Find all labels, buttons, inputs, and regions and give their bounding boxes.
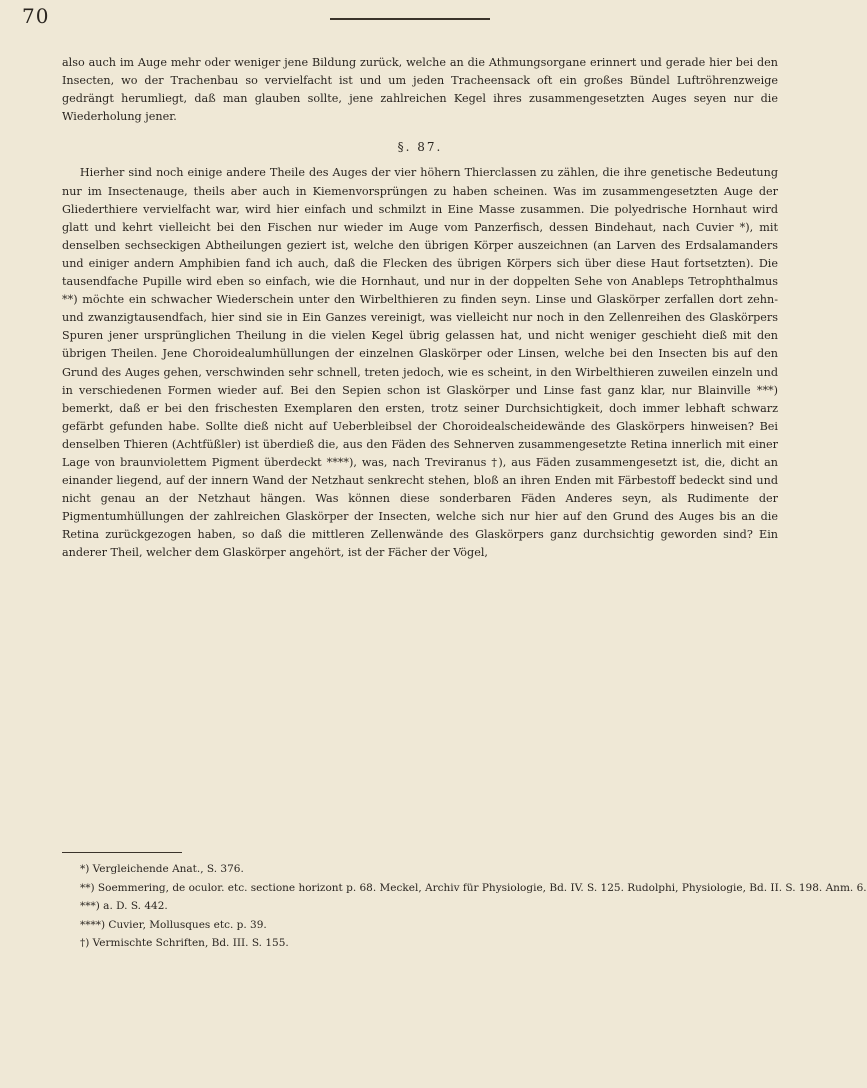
body-text	[62, 54, 778, 563]
footnote: *) Vergleichende Anat., S. 376.	[80, 863, 244, 875]
footnote: ****) Cuvier, Mollusques etc. p. 39.	[80, 918, 267, 931]
page-number: 70	[22, 4, 50, 28]
footnotes	[80, 860, 867, 953]
section-heading: §. 87.	[397, 140, 443, 155]
footnote-rule	[62, 852, 182, 853]
footnote: †) Vermischte Schriften, Bd. III. S. 155.	[80, 937, 289, 950]
paragraph: Hierher sind noch einige andere Theile des Auges der vier höhern Thierclassen zu zählen, die ihre genetische Bedeutung nur im Insectenauge, theils aber auch in Kiemenvorsprüngen zu haben scheinen. Was im zusammengesetzten Auge der Gliederthiere vervielfacht war, wird hier einfach und schmilzt in Eine Masse zusammen. Die polyedrische Hornhaut wird glatt und kehrt vielleicht bei den Fischen nur wieder im Auge vom Panzerfisch, dessen Bindehaut, nach Cuvier *), mit denselben sechseckigen Abtheilungen geziert ist, welche den übrigen Körper auszeichnen (an Larven des Erdsalamanders und einiger andern Amphibien fand ich auch, daß die Flecken des übrigen Körpers sich über diese Haut fortsetzten). Die tausendfache Pupille wird eben so einfach, wie die Hornhaut, und nur in der doppelten Sehe von Anableps Tetrophthalmus **) möchte ein schwacher Wiederschein unter den Wirbelthieren zu finden seyn. Linse und Glaskörper zerfallen dort zehn- und zwanzigtausendfach, hier sind sie in Ein Ganzes vereinigt, was vielleicht nur noch in den Zellenreihen des Glaskörpers Spuren jener ursprünglichen Theilung in die vielen Kegel übrig gelassen hat, und nicht weniger geschieht dieß mit den übrigen Theilen. Jene Choroidealumhüllungen der einzelnen Glaskörper oder Linsen, welche bei den Insecten bis auf den Grund des Auges gehen, verschwinden sehr schnell, treten jedoch, wie es scheint, in den Wirbelthieren zuweilen einzeln und in verschiedenen Formen wieder auf. Bei den Sepien schon ist Glaskörper und Linse fast ganz klar, nur Blainville ***) bemerkt, daß er bei den frischesten Exemplaren den ersten, trotz seiner Durchsichtigkeit, doch immer lebhaft schwarz gefärbt gefunden habe. Sollte dieß nicht auf Ueberbleibsel der Choroidealscheidewände des Glaskörpers hinweisen? Bei denselben Thieren (Achtfüßler) ist überdieß die, aus den Fäden des Sehnerven zusammengesetzte Retina innerlich mit einer Lage von braunviolettem Pigment überdeckt ****), was, nach Treviranus †), aus Fäden zusammengesetzt ist, die, dicht an einander liegend, auf der innern Wand der Netzhaut senkrecht stehen, bloß an ihren Enden mit Färbestoff bedeckt sind und nicht genau an der Netzhaut hängen. Was können diese sonderbaren Fäden Anderes seyn, als Rudimente der Pigmentumhüllungen der zahlreichen Glaskörper der Insecten, welche sich nur hier auf den Grund des Auges bis an die Retina zurückgezogen haben, so daß die mittleren Zellenwände des Glaskörpers ganz durchsichtig geworden sind? Ein anderer Theil, welcher dem Glaskörper angehört, ist der Fächer der Vögel,	[62, 166, 778, 560]
paragraph: also auch im Auge mehr oder weniger jene Bildung zurück, welche an die Athmungsorgane erinnert und gerade hier bei den Insecten, wo der Trachenbau so vervielfacht ist und um jeden Tracheensack oft ein großes Bündel Luftröhrenzweige gedrängt herumliegt, daß man glauben sollte, jene zahlreichen Kegel ihres zusammengesetzten Auges seyen nur die Wiederholung jener.	[62, 56, 778, 124]
header-rule	[330, 18, 490, 20]
footnote: ***) a. D. S. 442.	[80, 900, 168, 913]
footnote: **) Soemmering, de oculor. etc. sectione horizont p. 68. Meckel, Archiv für Physiologie, Bd. IV. S. 125. Rudolphi, Physiologie, Bd. II. S. 198. Anm. 6.	[80, 881, 867, 894]
